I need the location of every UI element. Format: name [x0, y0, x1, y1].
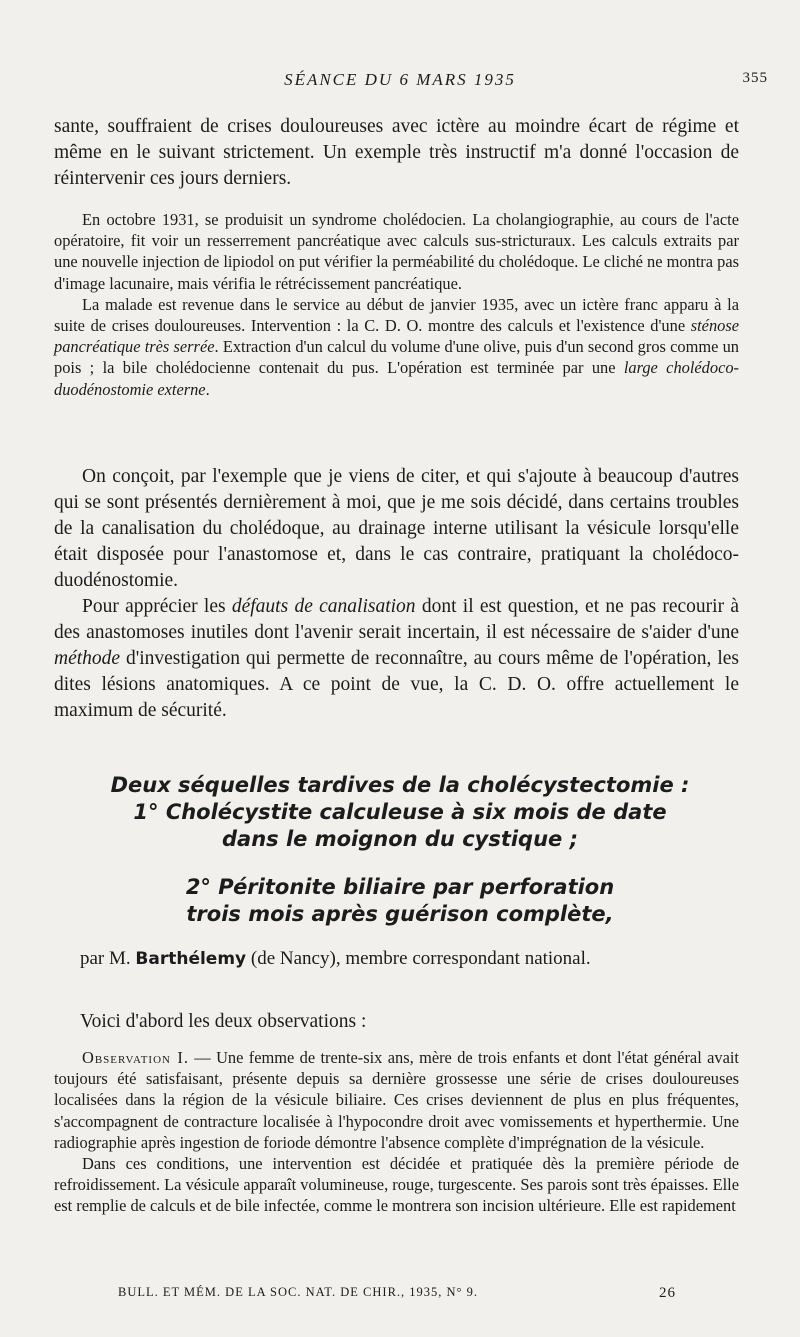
byline-prefix: par M. — [80, 948, 136, 969]
running-header — [0, 70, 800, 94]
discussion-text: dont il est question, et ne pas recourir à des anastomoses inutiles dont l'avenir serait incertain, il est nécessaire de s'aider d'une — [54, 596, 739, 643]
observation-label: Observation I. — [82, 1048, 189, 1067]
footer-citation: BULL. ET MÉM. DE LA SOC. NAT. DE CHIR., 1935, N° 9. — [118, 1285, 479, 1299]
byline-suffix: (de Nancy), membre correspondant national. — [246, 948, 591, 969]
title-line-1: Deux séquelles tardives de la cholécystectomie : — [110, 773, 690, 797]
article-title — [60, 772, 740, 928]
case-text: La malade est revenue dans le service au début de janvier 1935, avec un ictère franc apparu à la suite de crises douloureuses. Intervention : la C. D. O. montre des calculs et l'existence d'une — [54, 294, 739, 336]
case-text: . Extraction d'un calcul du volume d'une olive, puis d'un second gros comme un pois ; la bile cholédocienne contenait du pus. L'opération est terminée par une — [54, 337, 739, 378]
case-report-small — [54, 209, 739, 400]
signature-number: 26 — [659, 1285, 676, 1301]
page-footer — [118, 1285, 698, 1300]
byline — [80, 948, 760, 970]
emphasis-operation: large cholédoco-duodénostomie externe — [54, 358, 739, 399]
discussion-paragraph-2 — [54, 594, 739, 724]
emphasis-methode: méthode — [54, 648, 121, 669]
discussion-text: d'investigation qui permette de reconnaître, au cours même de l'opération, les dites lésions anatomiques. A ce point de vue, la C. D. O. offre actuellement le maximum de sécurité. — [54, 648, 739, 721]
title-line-3: dans le moignon du cystique ; — [222, 827, 578, 851]
observation-paragraph-1 — [54, 1047, 739, 1153]
case-paragraph-2 — [54, 294, 739, 400]
discussion — [54, 464, 739, 724]
running-title: SÉANCE DU 6 MARS 1935 — [284, 70, 516, 89]
observation-block — [54, 1047, 739, 1217]
emphasis-stenose: sténose pancréatique très serrée — [54, 316, 739, 357]
title-line-5: trois mois après guérison complète, — [186, 902, 614, 926]
discussion-paragraph-1: On conçoit, par l'exemple que je viens de citer, et qui s'ajoute à beaucoup d'autres qui se sont présentés dernièrement à moi, que je me sois décidé, dans certains troubles de la canalisation du cholédoque, au drainage interne utilisant la vésicule lorsqu'elle était disposée pour l'anastomose et, dans le cas contraire, pratiquant la cholédoco-duodénostomie. — [54, 466, 739, 591]
intro-text: Voici d'abord les deux observations : — [80, 1011, 367, 1032]
observation-text: — Une femme de trente-six ans, mère de trois enfants et dont l'état général avait toujours été satisfaisant, présente depuis sa dernière grossesse une série de crises douloureuses localisées dans la région de la vésicule biliaire. Ces crises deviennent de plus en plus fréquentes, s'accompagnent de contracture localisée à l'hypocondre droit avec vomissements et hyperthermie. Une radiographie après ingestion de foriode démontre l'absence complète d'imprégnation de la vésicule. — [54, 1048, 739, 1152]
emphasis-defauts: défauts de canalisation — [231, 596, 416, 617]
case-text: . — [205, 379, 210, 399]
paragraph-continuation — [54, 114, 739, 192]
discussion-text: Pour apprécier les — [82, 596, 232, 617]
intro-line — [80, 1009, 740, 1035]
page-number: 355 — [742, 70, 768, 86]
observation-paragraph-2: Dans ces conditions, une intervention est décidée et pratiquée dès la première période de refroidissement. La vésicule apparaît volumineuse, rouge, turgescente. Ses parois sont très épaisses. Elle est remplie de calculs et de bile infectée, comme le montrera son incision ultérieure. Elle est rapidement — [54, 1154, 739, 1216]
title-line-4: 2° Péritonite biliaire par perforation — [185, 875, 615, 899]
author-name: Barthélemy — [135, 949, 247, 969]
case-paragraph-1: En octobre 1931, se produisit un syndrome cholédocien. La cholangiographie, au cours de l'acte opératoire, fit voir un resserrement pancréatique avec calculs sus-stricturaux. Les calculs extraits par une nouvelle injection de lipiodol on put vérifier la perméabilité du cholédoque. Le cliché ne montra pas d'image lacunaire, mais vérifia le rétrécissement pancréatique. — [54, 210, 739, 293]
paragraph-text: sante, souffraient de crises douloureuses avec ictère au moindre écart de régime et même en le suivant strictement. Un exemple très instructif m'a donné l'occasion de réintervenir ces jours derniers. — [54, 116, 739, 189]
title-line-2: 1° Cholécystite calculeuse à six mois de date — [133, 800, 667, 824]
